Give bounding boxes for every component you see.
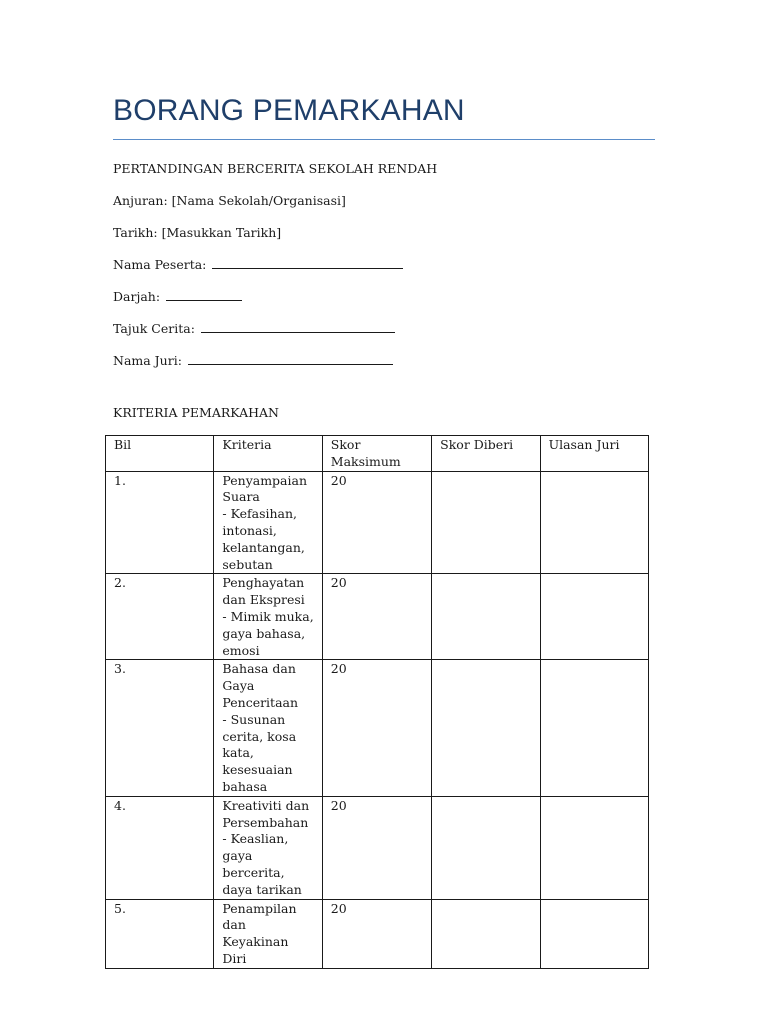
- table-row: [106, 471, 649, 574]
- judge-name-field: [113, 353, 393, 368]
- competition-subtitle: PERTANDINGAN BERCERITA SEKOLAH RENDAH: [113, 161, 438, 176]
- criteria-title: Penampilan dan Keyakinan Diri: [222, 900, 297, 966]
- given-score-cell[interactable]: [432, 471, 540, 574]
- table-row: [106, 660, 649, 796]
- judge-comment-cell[interactable]: [540, 660, 648, 796]
- criteria-detail: - Keaslian, gaya bercerita, daya tarikan: [222, 831, 302, 897]
- judge-comment-cell[interactable]: [540, 796, 648, 899]
- row-number: 2.: [106, 574, 214, 660]
- header-kriteria: Kriteria: [214, 436, 322, 472]
- criteria-title: Penyampaian Suara: [222, 472, 308, 505]
- participant-name-field: [113, 257, 403, 272]
- header-skor-diberi: Skor Diberi: [432, 436, 540, 472]
- criteria-cell: [214, 574, 322, 660]
- criteria-cell: [214, 796, 322, 899]
- class-field: [113, 289, 242, 304]
- row-number: 5.: [106, 899, 214, 968]
- organizer-field: Anjuran: [Nama Sekolah/Organisasi]: [113, 193, 346, 208]
- max-score: 20: [322, 471, 431, 574]
- table-row: [106, 899, 649, 968]
- max-score: 20: [322, 796, 431, 899]
- judge-comment-cell[interactable]: [540, 471, 648, 574]
- criteria-title: Bahasa dan Gaya Penceritaan: [222, 661, 299, 710]
- header-bil: Bil: [106, 436, 214, 472]
- row-number: 4.: [106, 796, 214, 899]
- max-score: 20: [322, 899, 431, 968]
- criteria-detail: - Kefasihan, intonasi, kelantangan, sebutan: [222, 506, 305, 572]
- criteria-title: Penghayatan dan Ekspresi: [222, 575, 305, 608]
- story-title-blank[interactable]: [201, 322, 395, 333]
- story-title-label: Tajuk Cerita:: [113, 321, 195, 336]
- date-field: Tarikh: [Masukkan Tarikh]: [113, 225, 282, 240]
- class-blank[interactable]: [166, 290, 242, 301]
- participant-name-blank[interactable]: [212, 258, 403, 269]
- judge-comment-cell[interactable]: [540, 574, 648, 660]
- table-header-row: [106, 436, 649, 472]
- criteria-title: Kreativiti dan Persembahan: [222, 797, 310, 830]
- header-ulasan-juri: Ulasan Juri: [540, 436, 648, 472]
- given-score-cell[interactable]: [432, 660, 540, 796]
- table-row: [106, 574, 649, 660]
- given-score-cell[interactable]: [432, 899, 540, 968]
- scoring-table: [105, 435, 649, 969]
- criteria-detail: - Susunan cerita, kosa kata, kesesuaian bahasa: [222, 711, 297, 794]
- section-title: KRITERIA PEMARKAHAN: [113, 405, 279, 420]
- header-skor-maksimum: Skor Maksimum: [322, 436, 431, 472]
- form-title: BORANG PEMARKAHAN: [113, 94, 465, 127]
- criteria-detail: - Mimik muka, gaya bahasa, emosi: [222, 608, 314, 658]
- max-score: 20: [322, 660, 431, 796]
- criteria-cell: [214, 471, 322, 574]
- table-row: [106, 796, 649, 899]
- judge-comment-cell[interactable]: [540, 899, 648, 968]
- criteria-cell: [214, 899, 322, 968]
- title-underline: [113, 139, 655, 140]
- participant-name-label: Nama Peserta:: [113, 257, 207, 272]
- given-score-cell[interactable]: [432, 574, 540, 660]
- row-number: 1.: [106, 471, 214, 574]
- max-score: 20: [322, 574, 431, 660]
- criteria-cell: [214, 660, 322, 796]
- row-number: 3.: [106, 660, 214, 796]
- given-score-cell[interactable]: [432, 796, 540, 899]
- judge-name-blank[interactable]: [188, 354, 393, 365]
- judge-name-label: Nama Juri:: [113, 353, 182, 368]
- story-title-field: [113, 321, 395, 336]
- class-label: Darjah:: [113, 289, 161, 304]
